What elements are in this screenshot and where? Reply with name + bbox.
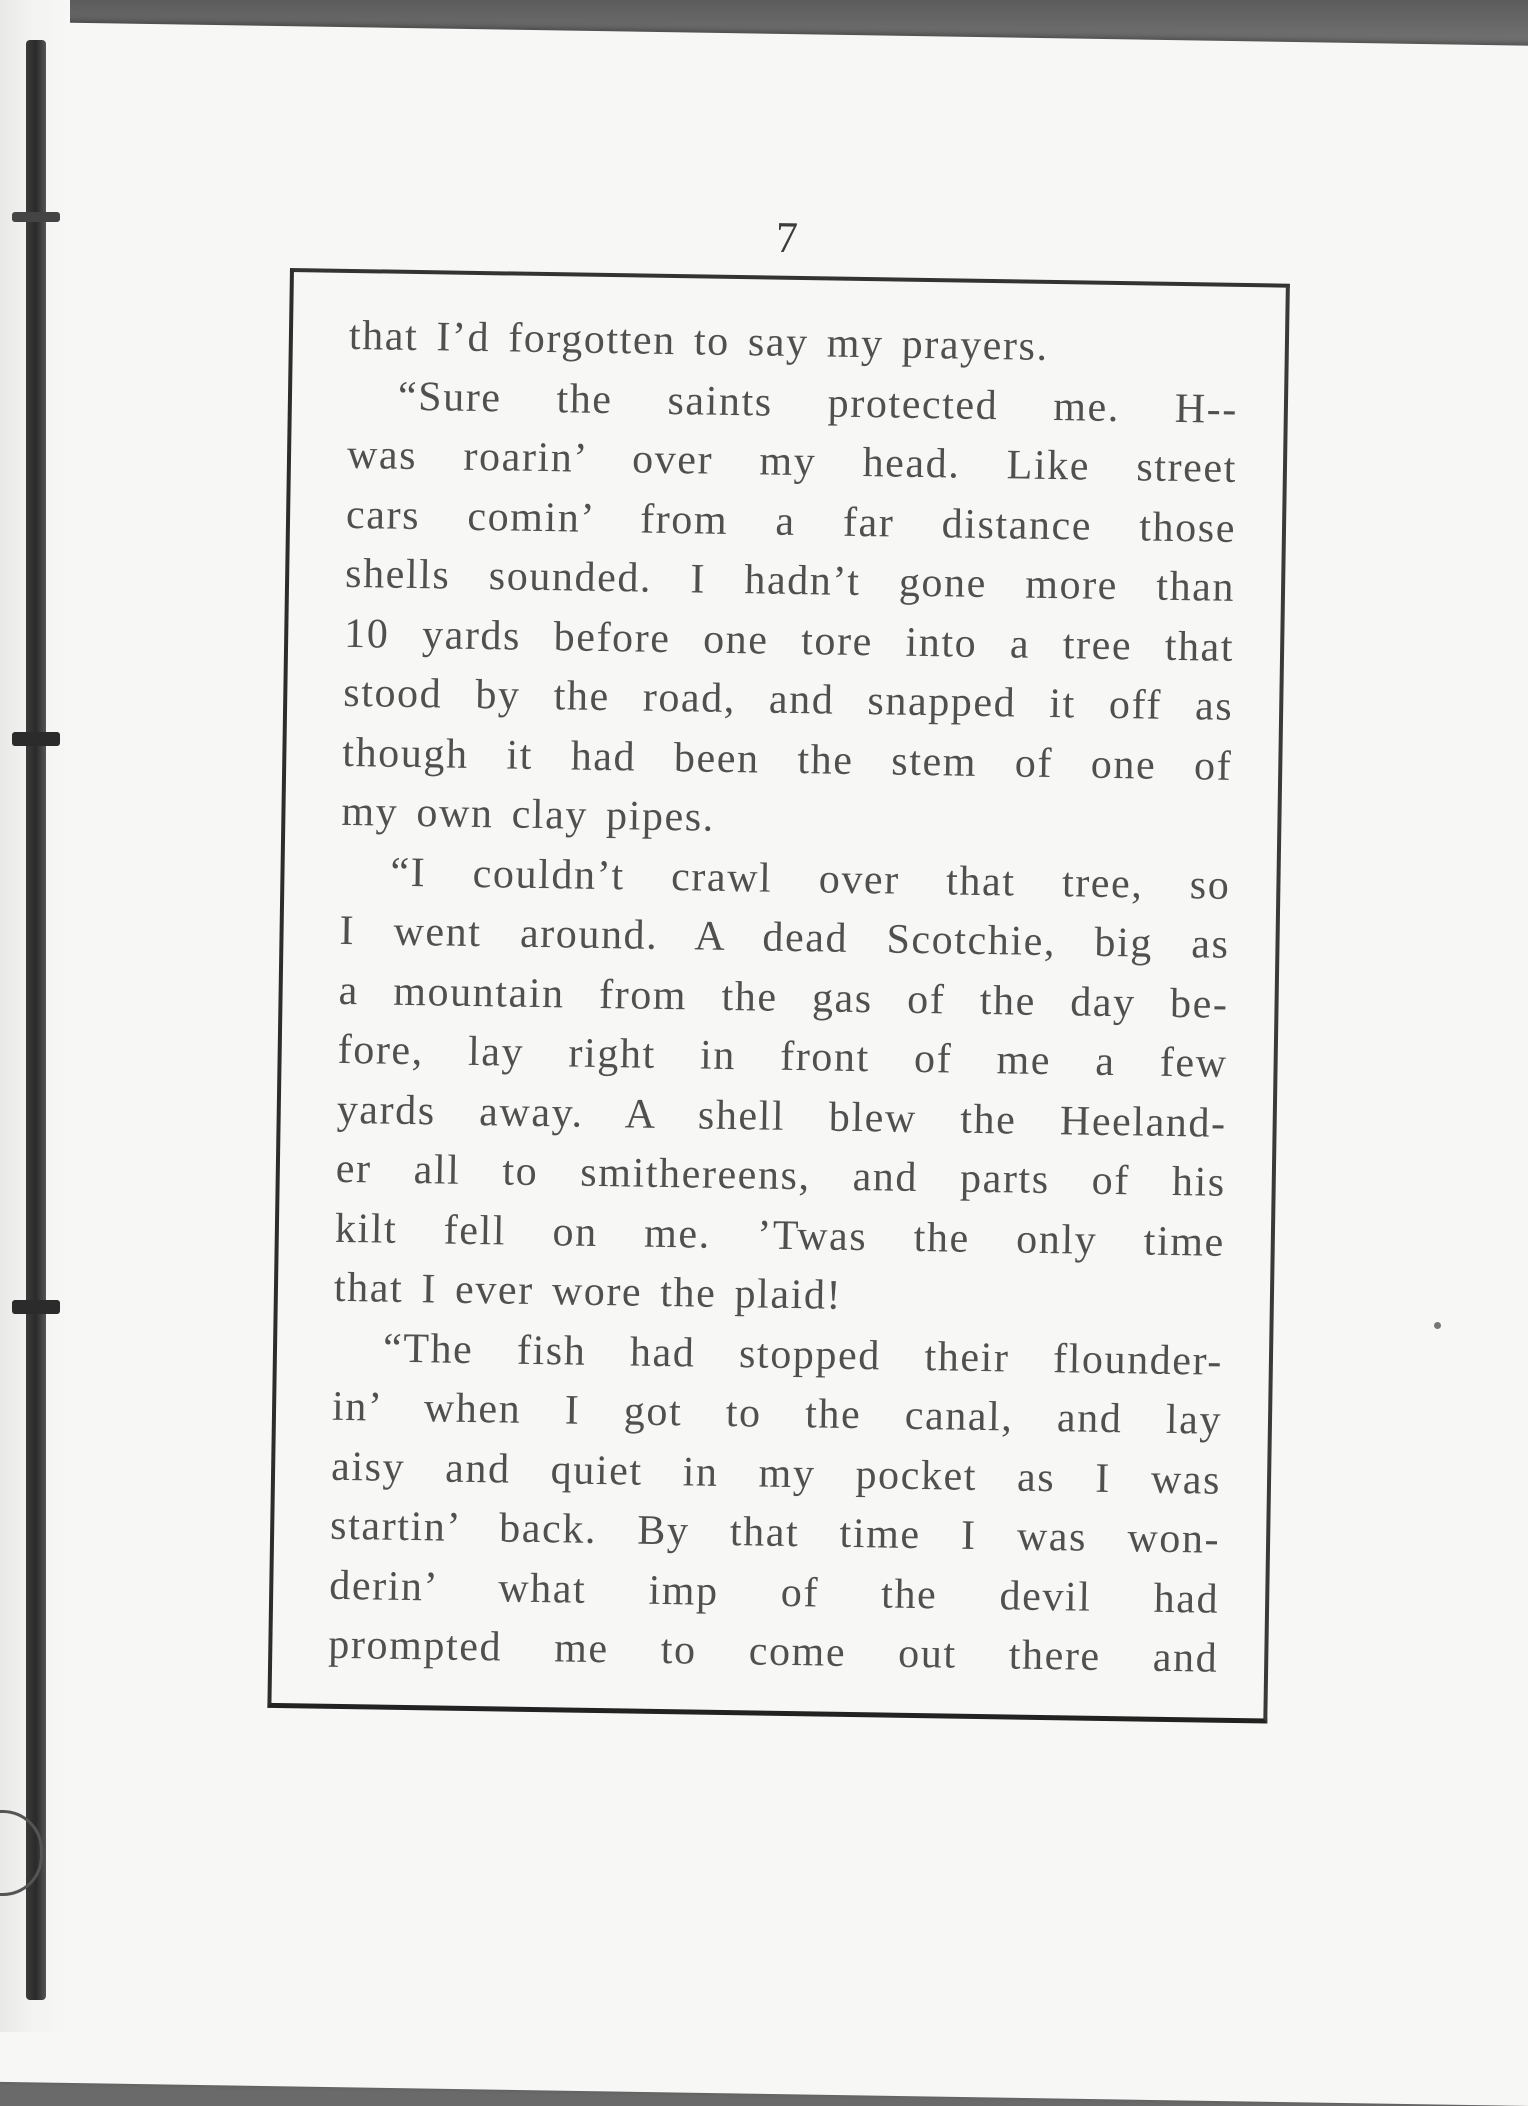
binding-staple bbox=[12, 1300, 60, 1314]
text-line: in’ when I got to the canal, and lay bbox=[331, 1383, 1223, 1444]
text-line: prompted me to come out there and bbox=[328, 1621, 1219, 1682]
text-line: though it had been the stem of one of bbox=[342, 729, 1233, 790]
book-binding bbox=[0, 0, 70, 2032]
text-line: cars comin’ from a far distance those bbox=[345, 491, 1237, 552]
page-number: 7 bbox=[775, 212, 799, 263]
text-line: that I’d forgotten to say my prayers. bbox=[348, 312, 1049, 370]
text-line: yards away. A shell blew the Heeland- bbox=[336, 1086, 1228, 1147]
text-line: “I couldn’t crawl over that tree, so bbox=[390, 849, 1231, 909]
text-line: startin’ back. By that time I was won- bbox=[329, 1502, 1221, 1563]
binding-staple bbox=[12, 732, 60, 746]
text-line: “The fish had stopped their flounder- bbox=[382, 1325, 1224, 1385]
binding-spine bbox=[26, 40, 46, 2000]
text-line: “Sure the saints protected me. H-- bbox=[397, 373, 1239, 433]
text-line: stood by the road, and snapped it off as bbox=[342, 669, 1234, 730]
text-line: I went around. A dead Scotchie, big as bbox=[339, 907, 1230, 968]
text-line: was roarin’ over my head. Like street bbox=[346, 431, 1238, 492]
body-text bbox=[328, 307, 1239, 1689]
text-line: that I ever wore the plaid! bbox=[333, 1264, 843, 1319]
paper-speck bbox=[1434, 1322, 1441, 1329]
text-line: fore, lay right in front of me a few bbox=[337, 1026, 1228, 1087]
text-line: 10 yards before one tore into a tree that bbox=[343, 610, 1235, 671]
text-line: my own clay pipes. bbox=[341, 788, 716, 841]
binding-staple bbox=[12, 212, 60, 222]
text-line: derin’ what imp of the devil had bbox=[328, 1562, 1220, 1623]
text-line: er all to smithereens, and parts of his bbox=[335, 1145, 1227, 1206]
text-line: a mountain from the gas of the day be- bbox=[338, 967, 1229, 1028]
text-frame bbox=[267, 268, 1289, 1724]
text-line: kilt fell on me. ’Twas the only time bbox=[334, 1205, 1226, 1266]
text-line: aisy and quiet in my pocket as I was bbox=[330, 1443, 1222, 1504]
text-line: shells sounded. I hadn’t gone more than bbox=[344, 550, 1236, 611]
